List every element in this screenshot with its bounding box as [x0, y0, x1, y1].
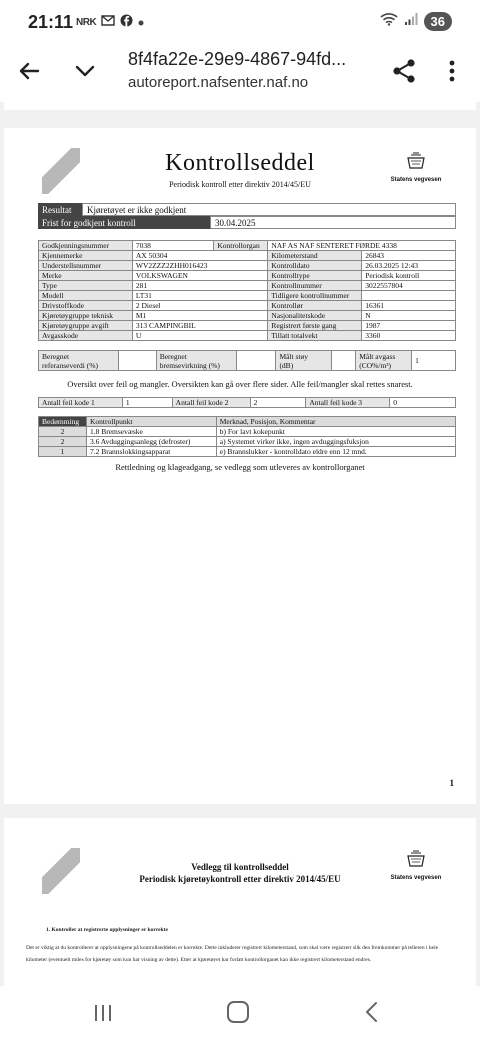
result-label: Resultat — [38, 203, 82, 216]
info-value: N — [362, 311, 456, 321]
info-label: Kjøretøygruppe avgift — [39, 321, 133, 331]
info-label: Kontrollorgan — [214, 241, 268, 251]
chevron-down-icon — [70, 56, 100, 86]
info-label: Type — [39, 281, 133, 291]
fault-point: 3.6 Avduggingsanlegg (defroster) — [86, 437, 216, 447]
brake-effect-label: Beregnet bremsevirkning (%) — [156, 351, 236, 371]
agency-name-2: Statens vegvesen — [390, 875, 442, 881]
fault-code-2-label: Antall feil kode 2 — [172, 398, 250, 408]
wifi-icon — [380, 12, 398, 31]
status-bar — [0, 0, 480, 46]
info-value: VOLKSWAGEN — [132, 271, 267, 281]
back-chevron-icon — [362, 1001, 382, 1023]
dot-icon — [138, 15, 144, 29]
info-value: 16361 — [362, 301, 456, 311]
fault-code-3-label: Antall feil kode 3 — [306, 398, 390, 408]
vehicle-info-row — [39, 281, 456, 291]
result-value: Kjøretøyet er ikke godkjent — [82, 203, 456, 216]
info-value: Periodisk kontroll — [362, 271, 456, 281]
battery-indicator: 36 — [424, 12, 452, 31]
info-value: LT31 — [132, 291, 267, 301]
info-value: M1 — [132, 311, 267, 321]
brake-reference-value — [118, 351, 156, 371]
crest-icon — [405, 152, 427, 170]
deadline-label: Frist for godkjent kontroll — [38, 216, 210, 229]
fault-row — [39, 447, 456, 457]
share-button[interactable] — [390, 56, 418, 86]
vehicle-info-row — [39, 321, 456, 331]
pdf-viewer[interactable] — [0, 102, 480, 986]
info-value: 3360 — [362, 331, 456, 341]
info-value: 1987 — [362, 321, 456, 331]
info-label: Kjøretøygruppe teknisk — [39, 311, 133, 321]
previous-page-edge — [4, 102, 476, 110]
vehicle-info-row — [39, 331, 456, 341]
status-right — [380, 12, 452, 31]
info-label: Kilometerstand — [268, 251, 362, 261]
fault-rating: 2 — [39, 427, 87, 437]
info-label: Tidligere kontrollnummer — [268, 291, 362, 301]
fault-note: e) Brannslukker - kontrolldato eldre enn 12 mnd. — [216, 447, 455, 457]
fault-code-2-value: 2 — [250, 398, 306, 408]
vehicle-info-row — [39, 261, 456, 271]
page-domain: autoreport.nafsenter.naf.no — [128, 74, 309, 91]
fault-point: 7.2 Brannslokkingsapparat — [86, 447, 216, 457]
brake-effect-value — [236, 351, 276, 371]
status-time: 21:11 — [28, 12, 74, 32]
info-label: Godkjenningsnummer — [39, 241, 133, 251]
minimize-button[interactable] — [70, 56, 100, 86]
back-arrow-icon — [14, 56, 44, 86]
fault-code-1-label: Antall feil kode 1 — [39, 398, 123, 408]
appendix-section-heading: 1. Kontroller at registrerte opplysninger er korrekte — [46, 927, 168, 933]
noise-value — [332, 351, 356, 371]
notification-icons — [76, 14, 144, 30]
faults-header-point: Kontrollpunkt — [86, 417, 216, 427]
result-row — [38, 203, 456, 216]
faults-header-rating: Bedømming — [39, 417, 87, 427]
vehicle-info-row — [39, 311, 456, 321]
info-label: Kontrolltype — [268, 271, 362, 281]
document-subtitle: Periodisk kontroll etter direktiv 2014/45/EU — [169, 180, 311, 189]
fault-code-1-value: 1 — [122, 398, 172, 408]
signal-icon — [404, 12, 418, 31]
info-label: Kontrollnummer — [268, 281, 362, 291]
info-value: U — [132, 331, 267, 341]
info-label: Understellsnummer — [39, 261, 133, 271]
pdf-page-1 — [4, 128, 476, 804]
fault-count-table — [38, 397, 456, 408]
agency-name: Statens vegvesen — [390, 177, 442, 183]
faults-header-note: Merknad, Posisjon, Kommentar — [216, 417, 455, 427]
brake-reference-label: Beregnet referanseverdi (%) — [39, 351, 119, 371]
vehicle-info-row — [39, 301, 456, 311]
vehicle-info-row — [39, 291, 456, 301]
info-value: 281 — [132, 281, 267, 291]
fault-note: b) For lavt kokepunkt — [216, 427, 455, 437]
home-button[interactable] — [227, 1001, 249, 1023]
info-label: Kontrollør — [268, 301, 362, 311]
noise-label: Målt støy (dB) — [276, 351, 332, 371]
page-number: 1 — [449, 778, 454, 788]
faults-table — [38, 416, 456, 457]
fault-rating: 1 — [39, 447, 87, 457]
crest-icon — [405, 850, 427, 868]
browser-toolbar — [0, 46, 480, 102]
kebab-menu-icon — [444, 56, 460, 86]
info-label: Registrert første gang — [268, 321, 362, 331]
info-value: 3022557804 — [362, 281, 456, 291]
appendix-title: Vedlegg til kontrollseddel — [191, 862, 289, 872]
system-back-button[interactable] — [362, 1001, 382, 1023]
info-value: WV2ZZZ2ZHH016423 — [132, 261, 267, 271]
info-value — [362, 291, 456, 301]
more-options-button[interactable] — [444, 56, 460, 86]
statens-vegvesen-logo — [384, 152, 448, 183]
fault-note: a) Systemet virker ikke, ingen avduggingsfuksjon — [216, 437, 455, 447]
info-label: Kjennemerke — [39, 251, 133, 261]
recent-apps-button[interactable] — [93, 1004, 113, 1022]
share-icon — [390, 56, 418, 86]
nrk-icon: NRK — [76, 16, 97, 28]
facebook-icon — [120, 14, 133, 30]
vehicle-info-table — [38, 240, 456, 341]
fault-rating: 2 — [39, 437, 87, 447]
guidance-text: Rettledning og klageadgang, se vedlegg som utleveres av kontrollorganet — [115, 462, 365, 472]
exhaust-label: Målt avgass (CO%/m³) — [356, 351, 412, 371]
page-title: 8f4fa22e-29e9-4867-94fd... — [128, 49, 347, 69]
deadline-value: 30.04.2025 — [210, 216, 456, 229]
info-label: Kontrolldato — [268, 261, 362, 271]
recent-apps-icon — [93, 1004, 113, 1022]
fault-row — [39, 427, 456, 437]
system-nav-bar — [0, 986, 480, 1040]
fault-point: 1.8 Bremsevæske — [86, 427, 216, 437]
deadline-row — [38, 216, 456, 229]
info-label: Tillatt totalvekt — [268, 331, 362, 341]
vehicle-info-row — [39, 251, 456, 261]
pdf-page-2 — [4, 818, 476, 986]
info-label: Avgasskode — [39, 331, 133, 341]
info-label: Nasjonalitetskode — [268, 311, 362, 321]
fault-row — [39, 437, 456, 447]
measurement-table — [38, 350, 456, 371]
document-title: Kontrollseddel — [165, 150, 315, 176]
info-value: 2 Diesel — [132, 301, 267, 311]
back-button[interactable] — [14, 56, 44, 86]
info-value: 7038 — [132, 241, 214, 251]
vehicle-info-row — [39, 271, 456, 281]
info-value: NAF AS NAF SENTERET FØRDE 4338 — [268, 241, 456, 251]
overview-text: Oversikt over feil og mangler. Oversikten kan gå over flere sider. Alle feil/mangler skal rettes snarest. — [67, 379, 413, 389]
vehicle-info-body — [39, 241, 456, 341]
info-value: 26.03.2025 12:43 — [362, 261, 456, 271]
vehicle-info-row — [39, 241, 456, 251]
appendix-subtitle: Periodisk kjøretøykontroll etter direktiv 2014/45/EU — [139, 874, 341, 884]
gmail-icon — [101, 15, 115, 29]
info-label: Merke — [39, 271, 133, 281]
info-value: 313 CAMPINGBIL — [132, 321, 267, 331]
info-value: 26843 — [362, 251, 456, 261]
statens-vegvesen-logo-2 — [384, 850, 448, 881]
info-label: Modell — [39, 291, 133, 301]
info-label: Drivstoffkode — [39, 301, 133, 311]
faults-body — [39, 427, 456, 457]
fault-code-3-value: 0 — [390, 398, 456, 408]
exhaust-value: 1 — [412, 351, 456, 371]
appendix-body: Det er viktig at du kontrollerer at opplysningene på kontrollseddelen er korrekte. Dette inkluderer registrert kilometerstand, som skal være registrert slik den fremkommer på telleren i hele kilometer (eventuelt miles for kjøretøy som kun har visning av dette). Etter at kjøretøyet har forlatt kontrollorganet kan ikke registrert kilometerstand endres. — [26, 945, 439, 963]
info-value: AX 50304 — [132, 251, 267, 261]
